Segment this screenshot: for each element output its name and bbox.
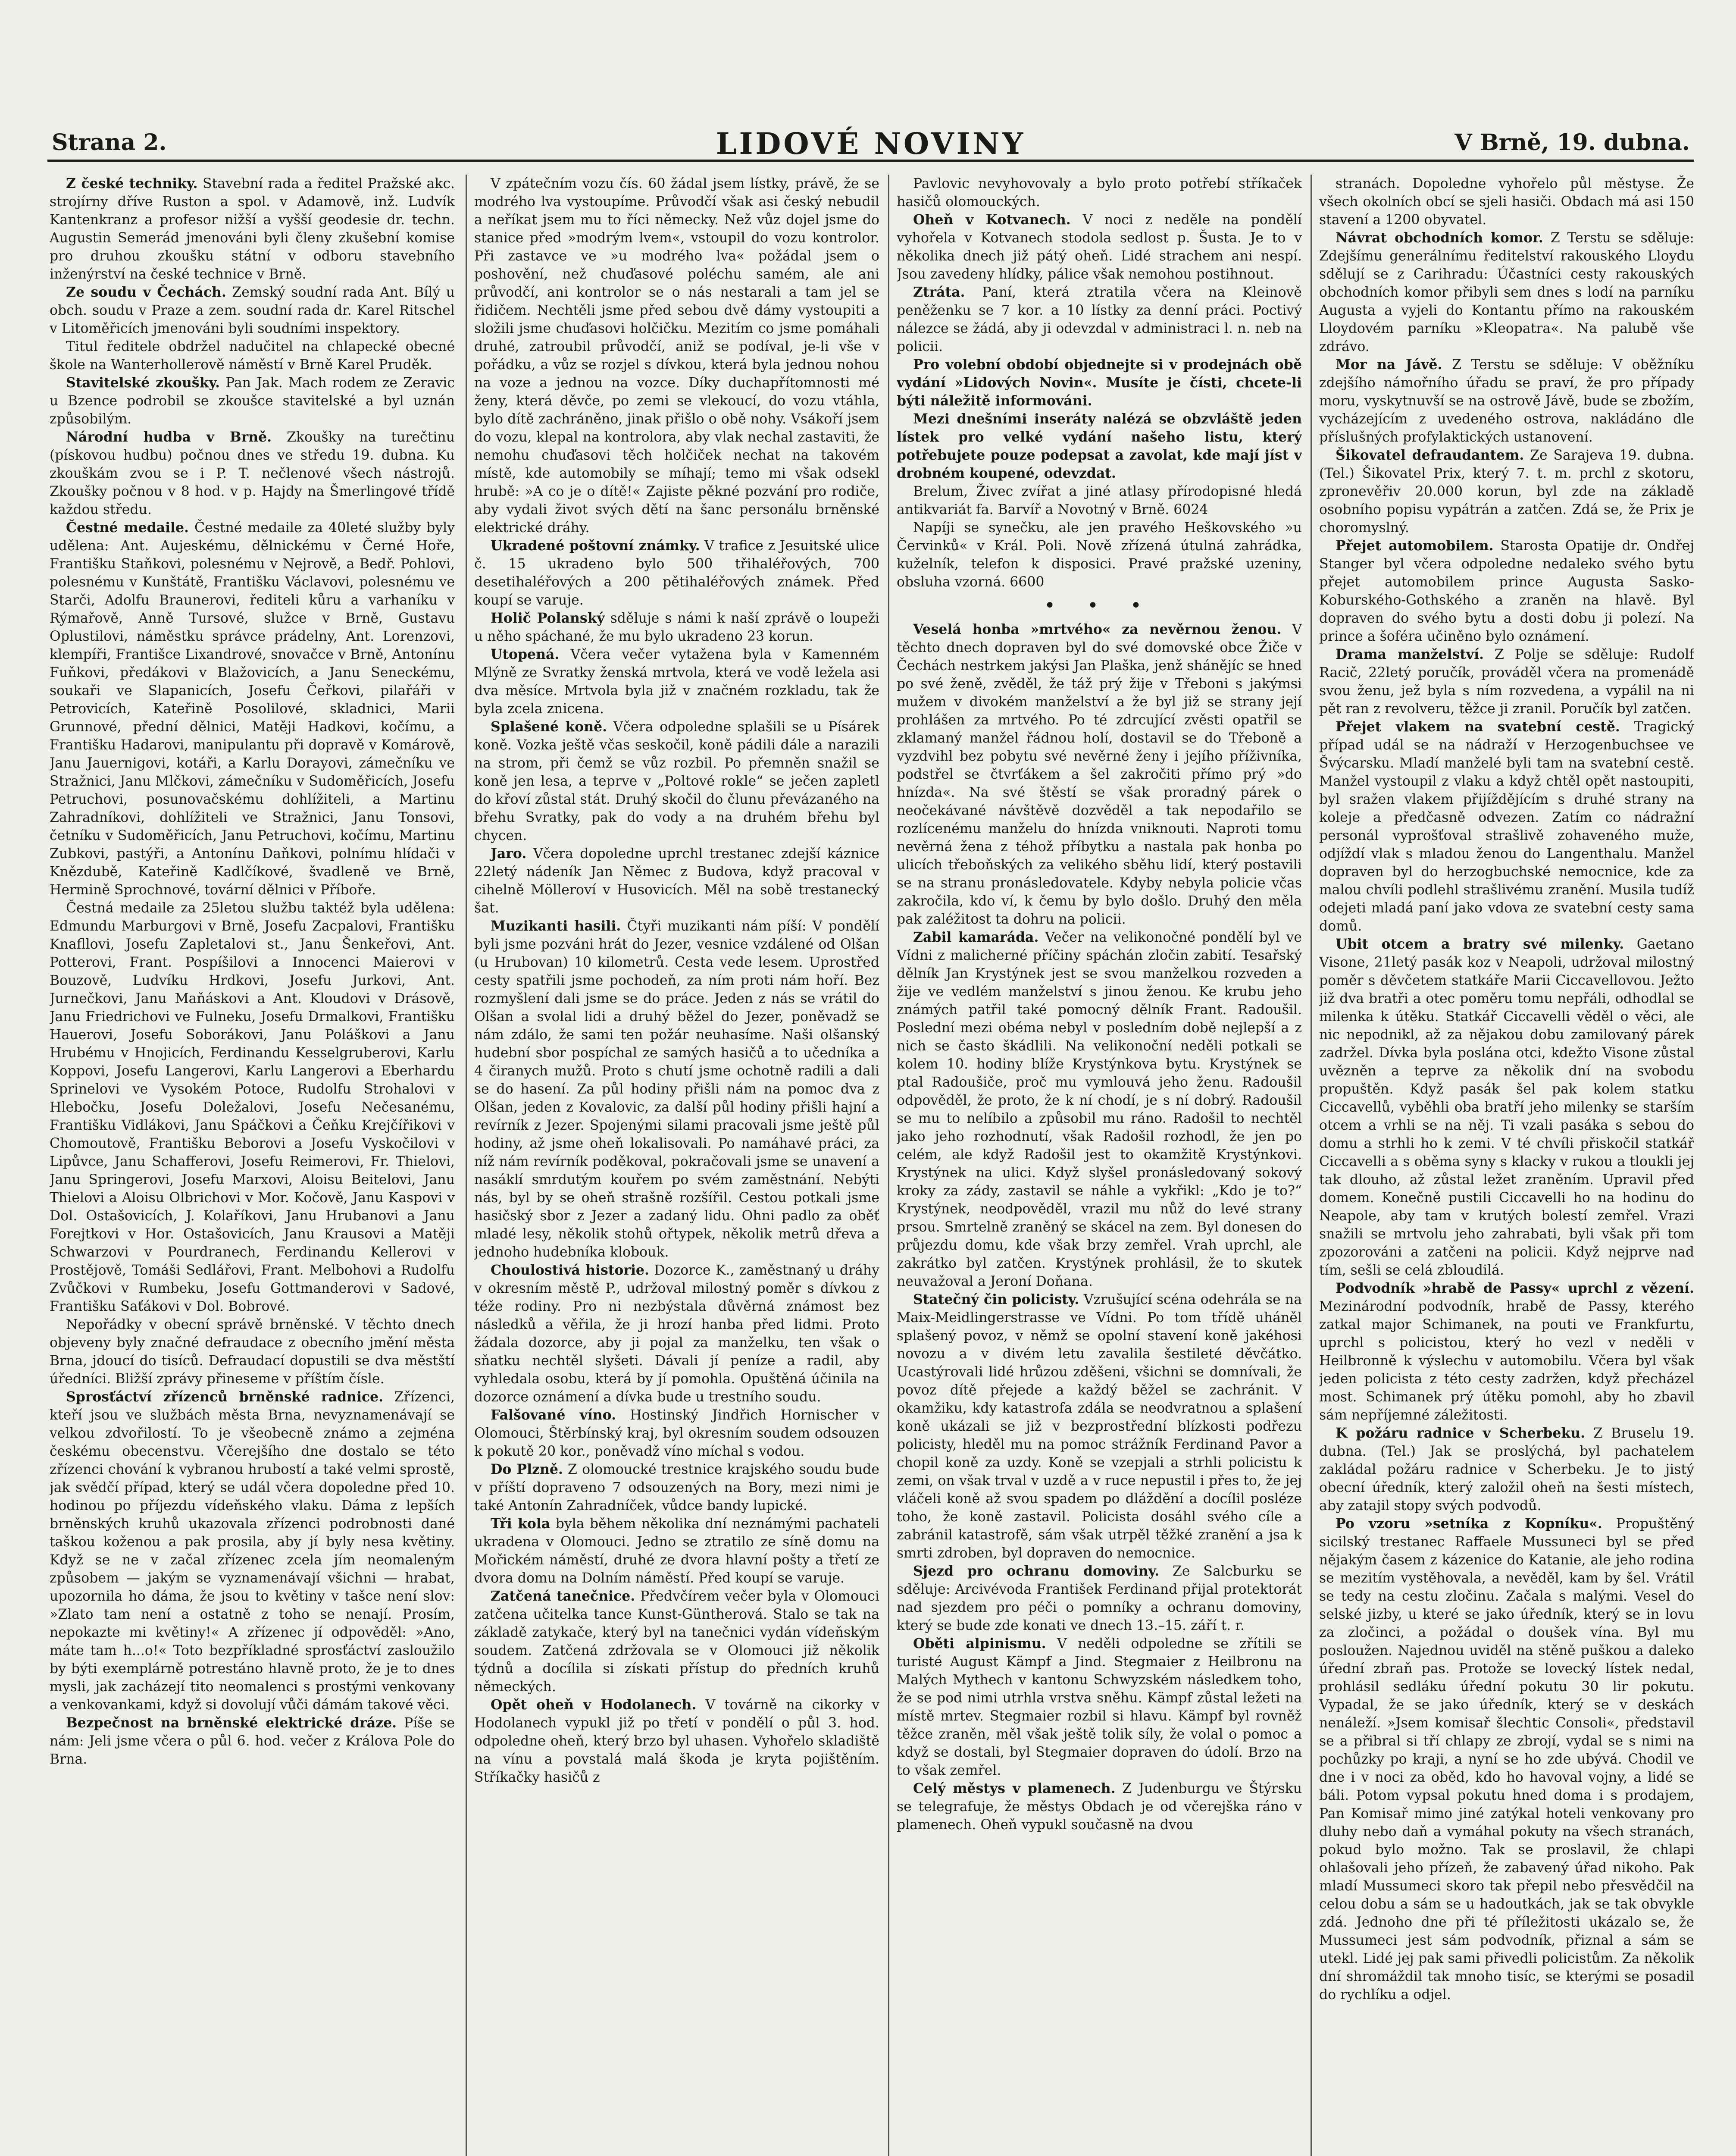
news-item-body: Hostinský Jindřich Hornischer v Olomouci, Štěrbínský kraj, byl okresním soudem odsouzen k pokutě 20 kor., poněvadž víno míchal s vodou.: [474, 1407, 879, 1459]
news-item-headline: Z české techniky.: [66, 175, 198, 191]
news-item-headline: Ubit otcem a bratry své milenky.: [1336, 936, 1624, 952]
news-item: [474, 1460, 879, 1515]
news-item-headline: Celý městys v plamenech.: [913, 1780, 1116, 1796]
news-item: [1319, 446, 1694, 537]
news-item: [897, 283, 1302, 356]
issue-date: V Brně, 19. dubna.: [1454, 129, 1690, 156]
masthead: [47, 129, 1694, 162]
news-item: [897, 1635, 1302, 1780]
news-item-body: Včera dopoledne uprchl trestanec zdejší káznice 22letý nádeník Jan Němec z Budova, když pracoval v cihelně Mölleroví v Husovicích. Měl na sobě trestanecký šat.: [474, 846, 879, 916]
news-item-body: Tragický případ udál se na nádraží v Herzogenbuchsee ve Švýcarsku. Mladí manželé byli tam na svatební cestě. Manžel vystoupil z vlaku a když chtěl opět nastoupiti, byl sražen vlakem přijíždějícím s druhé strany na koleje a předčasně odvezen. Zatím co nádražní personál vyprošťoval strašlivě zohaveného muže, odjíždí vlak s mladou ženou do Langenthalu. Manžel dopraven byl do herzogbuchské nemocnice, kde za malou chvíli podlehl strašlivému zranění. Musila tudíž odejeti mladá paní jako vdova ze svatební cesty sama domů.: [1319, 719, 1694, 934]
news-item-headline: Veselá honba »mrtvého« za nevěrnou ženou.: [913, 621, 1282, 637]
news-item-headline: Přejet vlakem na svatební cestě.: [1336, 719, 1620, 735]
section-separator: • • •: [1044, 595, 1154, 617]
news-item: [1319, 646, 1694, 718]
news-item: [50, 1714, 455, 1768]
news-item: [897, 211, 1302, 283]
newspaper-title: LIDOVÉ NOVINY: [716, 127, 1026, 161]
news-item: [50, 1388, 455, 1714]
news-item-body: Z Bruselu 19. dubna. (Tel.) Jak se proslýchá, byl pachatelem zakládal požáru radnice v Scherbeku. Je to jistý obecní úředník, který založil oheň na šesti místech, aby zatajil stopy svých podvodů.: [1319, 1426, 1694, 1514]
news-item-headline: Opět oheň v Hodolanech.: [491, 1697, 697, 1713]
news-item-headline: Zatčená tanečnice.: [491, 1588, 635, 1604]
news-item-body: Z olomoucké trestnice krajského soudu bude v příští dopraveno 7 odsouzených na Bory, mezi nimi je také Antonín Zahradníček, vůdce bandy lupické.: [474, 1462, 879, 1514]
news-item-body: byla během několika dní neznámými pachateli ukradena v Olomouci. Jedno se ztratilo ze síně domu na Mořickém náměstí, druhé ze dvora hlavní pošty a třetí ze dvora domu na Dolním náměstí. Před koupí se varuje.: [474, 1516, 879, 1586]
news-item-body: Brelum, Živec zvířat a jiné atlasy přírodopisné hledá antikvariát fa. Barvíř a Novotný v Brně. 6024: [897, 484, 1302, 517]
news-item-body: Včera odpoledne splašili se u Písárek koně. Vozka ještě včas seskočil, koně pádili dále a narazili na strom, při čemž se vůz rozbil. Po přemněn snažil se koně jen lesa, a teprve v „Poltové rokle“ se ječen zapletl do křoví zůstal stát. Druhý skočil do člunu převázaného na břehu Svratky, pak do vody a na druhém břehu byl chycen.: [474, 719, 879, 843]
news-item-body: Čtyři muzikanti nám píší: V pondělí byli jsme pozváni hrát do Jezer, vesnice vzdálené od Olšan (u Hrubovan) 10 kilometrů. Cesta vede lesem. Uprostřed cesty spatřili jsme pochodeň, za ním proti nám hoří. Bez rozmyšlení dali jsme se do práce. Jeden z nás se vrátil do Olšan a svolal lidi a druhý běžel do Jezer, poněvadž se nám zdálo, že sami ten požár neuhasíme. Naši olšanský hudební sbor pospíchal ze samých hasičů a to učedníka a 4 čiranych mužů. Proto s chutí jsme ochotně radili a dali se do hasení. Za půl hodiny přišli nám na pomoc dva z Olšan, jeden z Kovalovic, za další půl hodiny přišli hajní a revírník z Jezer. Spojenými silami pracovali jsme ještě půl hodiny, až jsme oheň lokalisovali. Po namáhavé práci, za níž nám revírník poděkoval, pokračovali jsme se unavení a nasáklí smrdutým kouřem po svém zaměstnání. Nebýti nás, byl by se oheň strašně rozšířil. Cestou potkali jsme hasičský sbor z Jezer a zadaný lidu. Ohni padlo za oběť mladé lesy, několik stohů ořtypek, několik metrů dřeva a jednoho hudebníka klobouk.: [474, 918, 879, 1260]
news-item-headline: Jaro.: [491, 846, 527, 862]
news-item-body: Nepořádky v obecní správě brněnské. V těchto dnech objeveny byly značné defraudace z obecního jmění města Brna, jdoucí do tisíců. Defraudací dopustili se dva městští úředníci. Bližší zprávy přineseme v příštím čísle.: [50, 1317, 455, 1387]
news-item-body: stranách. Dopoledne vyhořelo půl městyse. Že všech okolních obcí se sjeli hasiči. Obdach má asi 150 stavení a 1200 obyvatel.: [1319, 176, 1694, 228]
news-item: [474, 1515, 879, 1587]
news-item-headline: Ztráta.: [913, 284, 965, 300]
news-item-body: Píše se nám: Jeli jsme včera o půl 6. hod. večer z Králova Pole do Brna.: [50, 1715, 455, 1767]
news-item-body: Z Polje se sděluje: Rudolf Racič, 22letý poručík, prováděl včera na promenádě svou ženu, jež byla s ním rozvedena, a vypálil na ni pět ran z revolveru, těžce ji zranil. Poručík byl zatčen.: [1319, 647, 1694, 717]
news-item: [897, 519, 1302, 591]
column-divider: [1311, 175, 1312, 2156]
news-item: [474, 1587, 879, 1696]
news-item: [474, 1261, 879, 1406]
news-item-headline: Oběti alpinismu.: [913, 1636, 1046, 1651]
news-item-headline: Ze soudu v Čechách.: [66, 284, 226, 300]
news-item: [1319, 537, 1694, 646]
news-item: [897, 1291, 1302, 1562]
news-item-headline: Falšované víno.: [491, 1407, 616, 1423]
news-item: [1319, 1424, 1694, 1515]
news-item-headline: Mor na Jávě.: [1336, 357, 1442, 373]
news-item: [1319, 935, 1694, 1279]
news-item: [1319, 1515, 1694, 2004]
news-item-body: Čestné medaile za 40leté služby byly udělena: Ant. Aujeskému, dělnickému v Černé Hoře, Františku Staňkovi, polesnému v Nejrově, a Bedř. Pohlovi, polesnému v Kunštátě, Františku Václavovi, polesnému ve Starči, Adolfu Braunerovi, řediteli kůru a varhaníku v Rýmařově, Anně Tursové, služce v Brně, Gustavu Oplustilovi, náměstku správce prádelny, Ant. Lorenzovi, klempíři, Františce Lixandrové, snovačce v Brně, Antonínu Fuňkovi, předákovi v Blažovicích, a Janu Seneckému, soukaři ve Slapanicích, Josefu Čeřkovi, pilařáři v Petrovicích, Kateřině Posolilové, skladnici, Marii Grunnové, přední dělnici, Matěji Hadkovi, kočímu, a Františku Hadarovi, manipulantu při dopravě v Komárově, Janu Jauernigovi, kotáři, a Karlu Dorayovi, zámečníku ve Stražnici, Janu Mlčkovi, zámečníku v Sudoměřicích, Josefu Petruchovi, posunovačskému dohlížiteli, a Martinu Zahradníkovi, dohlížiteli ve Stražnici, Janu Tonsovi, četníku v Sudoměřicích, Janu Petruchovi, kočímu, Martinu Zubkovi, pastýři, a Antonínu Daňkovi, polnímu hlídači v Knězdubě, Kateřině Kadlčíkové, švadleně ve Brně, Hermině Sprochnové, tovární dělnici v Příboře.: [50, 520, 455, 898]
news-item-headline: Oheň v Kotvanech.: [913, 212, 1071, 228]
news-item-headline: Drama manželství.: [1336, 646, 1484, 662]
news-item-body: Ze Salcburku se sděluje: Arcivévoda František Ferdinand přijal protektorát nad sjezdem pro péči o pomníky a ochranu domoviny, který se bude zde konati ve dnech 13.–15. září t. r.: [897, 1564, 1302, 1633]
news-item-headline: Pro volební období objednejte si v prodejnách obě vydání »Lidových Novin«. Musíte je čísti, chcete-li býti náležitě informováni.: [897, 357, 1302, 409]
news-item-headline: Splašené koně.: [491, 719, 607, 735]
news-item-body: V neděli odpoledne se zřítili se turisté August Kämpf a Jind. Stegmaier z Heilbronu na Malých Mythech v kantonu Schwyzském následkem toho, že se pod nimi utrhla vrstva sněhu. Kämpf zůstal ležeti na místě mrtev. Stegmaier rozbil si hlavu. Kämpf byl rovněž těžce zraněn, měl však ještě tolik síly, že volal o pomoc a když se dostali, byl Stegmaier dopraven do údolí. Brzo na to však zemřel.: [897, 1636, 1302, 1778]
news-item: [1319, 229, 1694, 356]
news-item: [474, 175, 879, 537]
news-item: [1319, 718, 1694, 935]
news-item-headline: Sprosťáctví zřízenců brněnské radnice.: [66, 1389, 384, 1405]
news-item-headline: K požáru radnice v Scherbeku.: [1336, 1425, 1586, 1441]
news-item-headline: Zabil kamaráda.: [913, 929, 1039, 945]
news-item-body: V noci z neděle na pondělí vyhořela v Kotvanech stodola sedlost p. Šusta. Je to v několika dnech již pátý oheň. Lidé strachem ani nespí. Jsou zavedeny hlídky, pálice však nemohou postihnout.: [897, 212, 1302, 282]
news-item-body: Večer na velikonočné pondělí byl ve Vídni z malicherné příčiny spáchán zločin zabití. Tesařský dělník Jan Krystýnek jest se svou manželkou rozveden a žije ve vedlém manželství s jinou ženou. Ke krubu jeho známých patřil také pomocný dělník Frant. Radoušil. Poslední mezi obéma nebyl v posledním době nejlepší a z nich se často škádlili. Na velikonoční neděli potkali se kolem 10. hodiny blíže Krystýnkova bytu. Krystýnek se ptal Radoušiče, proč mu vymlouvá jeho ženu. Radoušil odpověděl, že proto, že k ní chodí, je s ní dobrý. Radoušil se mu to nelíbilo a způsobil mu ráno. Radošil to nechtěl jako jeho rozhodnutí, však Radošil rozhodl, že jen po celém, ale když Radošil jest to okamžitě Krystýnkovi. Krystýnek na ulici. Když slyšel pronásledovaný sokový kroky za zády, zastavil se náhle a vykřikl: „Kdo je to?“ Krystýnek, neodpověděl, vrazil mu nůž do levé strany prsou. Smrtelně zraněný se skácel na zem. Byl donesen do průjezdu domu, kde však brzy zemřel. Vrah uprchl, ale zakrátko byl zatčen. Krystýnek prohlásil, že to skutek neuvažoval a Jeroní Doňana.: [897, 930, 1302, 1289]
news-item: [897, 620, 1302, 928]
news-item-body: Z Judenburgu ve Štýrsku se telegrafuje, že městys Obdach je od včerejška ráno v plamenech. Oheň vypukl současně na dvou: [897, 1781, 1302, 1833]
news-item: [897, 928, 1302, 1291]
news-item-body: V zpátečním vozu čís. 60 žádal jsem lístky, právě, že se modrého lva vystoupíme. Průvodčí však asi český nebudil a neříkat jsem mu to říci německy. Než vůz dojel jsme do stanice před »modrým lvem«, vstoupil do vozu kontrolor. Při zastavce ve »u modrého lva« požádal jsem o poshovění, než chuďasové poléchu samém, ale ani průvodčí, ani kontrolor se o nás nestarali a tam jel se řidičem. Nechtěli jsme před sebou dvě dámy vystoupiti a složili jsme chuďasovi holčičku. Mezitím co jsme pomáhali druhé, zatroubil průvodčí, aniž se podíval, je-li vše v pořádku, a vůz se rozjel s dívkou, která byla jednou nohou na voze a jednou na vozce. Díky duchapřítomnosti mé ženy, která děvče, po zemi se vlekoucí, do vozu vtáhla, bylo dítě zachráněno, jinak přišlo o obě nohy. Vsákoří jsem do vozu, klepal na kontrolora, aby vlak nechal zastaviti, že nemohu chuďasovi těch holčiček nechat na takovém místě, kde automobily se míhají; temo mi však odsekl hrubě: »A co je o dítě!« Zajiste pěkné pozvání pro rodiče, aby vydali život svých dětí na šanc personálu brněnské elektrické dráhy.: [474, 176, 879, 536]
news-item: [897, 356, 1302, 410]
news-item-headline: Utopená.: [491, 646, 560, 662]
news-item-headline: Bezpečnost na brněnské elektrické dráze.: [66, 1715, 397, 1731]
news-item-body: Předvčírem večer byla v Olomouci zatčena učitelka tance Kunst-Güntherová. Stalo se tak na základě zatykače, který byl na tanečnici vydán vídeňským soudem. Zatčená zdržovala se v Olomouci již několik týdnů a docílila si získati přístup do předních kruhů německých.: [474, 1589, 879, 1695]
news-item-body: Mezinárodní podvodník, hrabě de Passy, kterého zatkal major Schimanek, na pouti ve Frankfurtu, uprchl s policistou, který ho vezl v neděli v Heilbronně k výslechu v automobilu. Včera byl však jeden policista z této cesty zadržen, když přecházel most. Schimanek prý útěku pomohl, aby ho zbavil sám nepříjemné záležitosti.: [1319, 1299, 1694, 1423]
news-item-body: Pavlovic nevyhovovaly a bylo proto potřebí stříkaček hasičů olomouckých.: [897, 176, 1302, 210]
news-item-body: Ze Sarajeva 19. dubna. (Tel.) Šikovatel Prix, který 7. t. m. prchl z skotoru, zpronevěřiv 20.000 korun, byl zde na základě osobního popisu vypátrán a zatčen. Zdá se, že Prix je choromyslný.: [1319, 448, 1694, 536]
news-item: [1319, 356, 1694, 446]
news-item-headline: Návrat obchodních komor.: [1336, 230, 1543, 246]
news-item-body: Vzrušující scéna odehrála se na Maix-Meidlingerstrasse ve Vídni. Po tom třídě uháněl splašený povoz, v němž se opolní stavení koně jakéhosi novozu a v divém letu zavalila šestileté děvčátko. Ucastýrovali lidé hrůzou zděšeni, všichni se domnívali, že povoz dítě přejede a každý běžel se zachránit. V okamžiku, kdy katastrofa zdála se neodvratnou a splašení koně ukázali se již v bezprostřední blízkosti podřezu policisty, hleděl mu na pomoc strážník Ferdinand Pavor a chopil koně za uzdy. Koně se vzepjali a strhli policistu k zemi, on však trval v uzdě a v ruce nepustil i přes to, že jej vláčeli koně až svou spadem po dláždění a docílil posléze toho, že koně zastavil. Policista dosáhl svého cíle a zabránil katastrofě, sám však utrpěl těžké zranění a jsa k smrti zdroben, byl dopraven do nemocnice.: [897, 1292, 1302, 1561]
news-item: [474, 845, 879, 917]
news-item: [1319, 1279, 1694, 1424]
text-column-3: [897, 175, 1302, 2156]
text-column-4: [1319, 175, 1694, 2156]
news-item: [50, 283, 455, 338]
news-item-headline: Přejet automobilem.: [1336, 538, 1494, 554]
news-item-body: V továrně na cikorky v Hodolanech vypukl již po třetí v pondělí o půl 3. hod. odpoledne oheň, který brzo byl uhasen. Vyhořelo skladiště na vínu a povstalá malá škoda je kryta pojištěním. Stříkačky hasičů z: [474, 1697, 879, 1785]
news-item: [474, 1406, 879, 1460]
news-item: [50, 519, 455, 899]
news-item-body: V trafice z Jesuitské ulice č. 15 ukradeno bylo 500 třihaléřových, 700 desetihaléřových a 200 pětihaléřových známek. Před koupí se varuje.: [474, 538, 879, 608]
news-item-headline: Stavitelské zkoušky.: [66, 375, 220, 391]
news-item-headline: Podvodník »hrabě de Passy« uprchl z vězení.: [1336, 1280, 1694, 1296]
news-item-body: Z Terstu se sděluje: Zdejšímu generálnímu ředitelství rakouského Lloydu sdělují se z Carihradu: Účastníci cesty rakouských obchodních komor přibyli sem dnes s lodí na parníku Augusta a vyjeli do Kontantu přímo na rakouském Lloydovém parníku »Kleopatra«. Na palubě vše zdrávo.: [1319, 230, 1694, 354]
news-item-body: Stavební rada a ředitel Pražské akc. strojírny dříve Ruston a spol. v Adamově, inž. Ludvík Kantenkranz a profesor nižší a vyšší geodesie dr. techn. Augustin Semerád jmenováni byli členy zkušební komise pro druhou zkoušku státní v odboru stavebního inženýrství na české technice v Brně.: [50, 176, 455, 282]
news-item-body: Paní, která ztratila včera na Kleinově peněženku se 7 kor. a 10 lístky za denní práci. Poctivý nálezce se žádá, aby ji odevzdal v administraci l. n. neb na policii.: [897, 285, 1302, 354]
news-item-headline: Čestné medaile.: [66, 520, 189, 536]
news-item-body: Z Terstu se sděluje: V oběžníku zdejšího námořního úřadu se praví, že pro případy moru, vyskytnuvší se na ostrově Jávě, bude se zbožím, vycházejícím z uvedeného ostrova, nakládáno dle příslušných profylaktických ustanovení.: [1319, 357, 1694, 445]
news-item: [474, 646, 879, 718]
news-item: [474, 609, 879, 646]
text-column-2: [474, 175, 879, 2156]
news-item-body: Pan Jak. Mach rodem ze Zeravic u Bzence podrobil se zkoušce stavitelské a byl uznán způsobilým.: [50, 375, 455, 427]
news-item-headline: Po vzoru »setníka z Kopníku«.: [1336, 1516, 1602, 1532]
page-number: Strana 2.: [52, 129, 167, 156]
news-item: [50, 899, 455, 1316]
news-item: [50, 338, 455, 374]
news-item: [897, 483, 1302, 519]
news-item-headline: Šikovatel defraudantem.: [1336, 447, 1524, 463]
news-item: [897, 410, 1302, 483]
news-item: [50, 428, 455, 519]
news-item-body: Starosta Opatije dr. Ondřej Stanger byl včera odpoledne nedaleko svého bytu přejet automobilem prince Augusta Sasko-Koburského-Gothského a zraněn na hlavě. Byl dopraven do svého bytu a dosti dobu ji polezí. Na prince a šoféra učiněno bylo oznámení.: [1319, 538, 1694, 644]
news-item-body: Propuštěný sicilský trestanec Raffaele Mussuneci byl se před nějakým časem z kázenice do Katanie, ale jeho rodina se mezitím vystěhovala, a nevěděl, kam by šel. Vrátil se tedy na cestu zločinu. Začala s malými. Vesel do selské jizby, u které se jako úředník, který se in lovu za zločinci, a požádal o doušek vína. Byl mu posloužen. Najednou uviděl na stěně puškou a daleko úřední zbraň pas. Protože se lovecký lístek nedal, prohlásil sedláku úřední pokutu 30 lir pokutu. Vypadal, že se jako úředník, který se v deskách nenáleží. »Jsem komisař šlechtic Consoli«, představil se a přibral si tří chlapy ze zbrojí, vydal se s nimi na pochůzky po kraji, a nyní se ho zde ubývá. Chodil ve dne i v noci za oběd, kdo ho havoval vojny, a lidé se báli. Potom vypsal pokutu hned doma i s prodajem, Pan Komisař mimo jiné zatýkal hoteli venkovany pro dluhy nebo daň a vymáhal pokuty na všech stranách, pokud bylo možno. Tak se proslavil, že chlapi ohlašovali jeho přízeň, že zabavený úřad nikoho. Pak mladí Mussumeci skoro tak přepil nebo přesvědčil na celou dobu a sám se u hadoutkách, jak se tak obvykle zdá. Jednoho dne při té příležitosti ukázalo se, že Mussumeci jest sám podvodník, přiznal a sám se utekl. Lidé jej pak sami přivedli policistům. Za několik dní shromáždil tak mnoho tisíc, se kterými se posadil do rychlíku a odjel.: [1319, 1516, 1694, 2002]
news-item-headline: Ukradené poštovní známky.: [491, 538, 700, 554]
news-item-headline: Holič Polanský: [491, 610, 605, 626]
news-item-body: Zřízenci, kteří jsou ve službách města Brna, nevyznamenávají se velkou zdvořilostí. To je všeobecně známo a zejména českému obecenstvu. Včerejšího dne dostalo se této zřízenci chování k vybranou hrubostí a také velmi sprostě, jak svědčí případ, který se udál včera dopoledne před 10. hodinou po příjezdu vídeňského vlaku. Dáma z lepších brněnských kruhů ukazovala zřízenci podrobnosti dané taškou koženou a pak prosila, aby jí byly nesa květiny. Když se ne v začal zřízenec zcela jím neomaleným způsobem — jakým se vyznamenávají všichni — hrabat, upozornila ho dáma, že jsou to květiny v tašce není slov: »Zlato tam není a ostatně z toho se nenají. Prosím, nepokazte mi květiny!« A zřízenec jí odpověděl: »Ano, máte tam h...o!« Toto bezpříkladné sprosťáctví zasloužilo by býti exemplárně potrestáno hlavně proto, že je to dnes mysli, jak zacházejí tito neomalenci s prostými venkovany a venkovankami, když si dovolují vůči dámám takové věci.: [50, 1389, 455, 1713]
news-item: [50, 175, 455, 283]
news-item: [897, 1780, 1302, 1834]
news-item-body: Zemský soudní rada Ant. Bílý u obch. soudu v Praze a zem. soudní rada dr. Karel Ritschel v Litoměřicích jmenováni byli soudními inspektory.: [50, 285, 455, 336]
column-divider: [466, 175, 467, 2156]
news-item-body: Gaetano Visone, 21letý pasák koz v Neapoli, udržoval milostný poměr s děvčetem statkáře Marii Ciccavellovou. Ježto již dva bratři a otec poměru tomu nepřáli, odhodlal se milenka k útěku. Statkář Ciccavelli věděl o věci, ale nic nepodnikl, až za nějakou dobu zamilovaný párek zadržel. Dívka byla poslána otci, kdežto Visone zůstal uvězněn a teprve za několik dní na svobodu propuštěn. Když pasák šel pak kolem statku Ciccavellů, vyběhli oba bratří jeho milenky se starším otcem a vrhli se na něj. Ti vzali pasáka s sebou do domu a strhli ho k zemi. V té chvíli přiskočil statkář Ciccavelli a s oběma syny s klacky v rukou a tloukli jej tak dlouho, až zůstal ležet zraněním. Upravil před domem. Konečně pustili Ciccavelli ho na hodinu do Neapole, aby tam v krutých bolestí zemřel. Vrazi snažili se mrtvolu jeho zahrabati, byli však při tom zpozorováni a zatčeni na policii. Když nejprve nad tím, sešli se celá zbloudilá.: [1319, 937, 1694, 1278]
news-item: [474, 718, 879, 845]
news-item: [50, 374, 455, 428]
news-item-body: Napíji se synečku, ale jen pravého Heškovského »u Červinků« v Král. Poli. Nově zřízená útulná zahrádka, kuželník, telefon k disposici. Pravé pražské uzeniny, obsluha vzorná. 6600: [897, 520, 1302, 590]
text-column-1: [50, 175, 455, 2156]
news-item-body: Zkoušky na turečtinu (pískovou hudbu) počnou dnes ve středu 19. dubna. Ku zkouškám zvou se i P. T. nečlenové všech nástrojů. Zkoušky počnou v 8 hod. v p. Hajdy na Šmerlingové třídě každou středu.: [50, 429, 455, 517]
news-item-body: sděluje s námi k naší zprávě o loupeži u něho spáchané, že mu bylo ukradeno 23 korun.: [474, 611, 879, 644]
news-item-headline: Statečný čin policisty.: [913, 1291, 1079, 1307]
news-item-headline: Národní hudba v Brně.: [66, 429, 272, 445]
news-item-body: Včera večer vytažena byla v Kamenném Mlýně ze Svratky ženská mrtvola, která ve vodě ležela asi dva měsíce. Mrtvola byla již v značném rozkladu, tak že byla zcela znicena.: [474, 647, 879, 717]
news-item-headline: Choulostivá historie.: [491, 1262, 649, 1278]
news-item-headline: Mezi dnešními inseráty nalézá se obzvláště jeden lístek pro velké vydání našeho listu, který potřebujete pouze podepsat a zavolat, kde mají jíst v drobném koupené, odevzdat.: [897, 411, 1302, 481]
news-item-headline: Do Plzně.: [491, 1461, 563, 1477]
news-item: [474, 1696, 879, 1786]
news-item: [897, 1562, 1302, 1635]
news-item: [474, 537, 879, 609]
news-item-body: Čestná medaile za 25letou službu taktéž byla udělena: Edmundu Marburgovi v Brně, Josefu Zacpalovi, Františku Knafllovi, Josefu Zapletalovi st., Janu Šenkeřovi, Ant. Potterovi, Frant. Pospíšilovi a Innocenci Maierovi v Bouzově, Ludvíku Hrdkovi, Josefu Jurkovi, Ant. Jurnečkovi, Janu Maňáskovi a Ant. Kloudovi v Drásově, Janu Friedrichovi ve Fulneku, Josefu Drmalkovi, Františku Hauerovi, Josefu Soborákovi, Janu Poláškovi a Janu Hrubému v Hnojicích, Ferdinandu Kesselgruberovi, Karlu Koppovi, Josefu Langerovi, Karlu Langerovi a Eberhardu Sprinelovi ve Vysokém Potoce, Rudolfu Strohalovi v Hlebočku, Josefu Doležalovi, Josefu Nečesanému, Františku Vidlákovi, Janu Spáčkovi a Čeňku Krejčířikovi v Chomoutově, Františku Beborovi a Josefu Vyskočilovi v Lipůvce, Janu Schafferovi, Josefu Reimerovi, Fr. Thielovi, Janu Springerovi, Josefu Marxovi, Aloisu Beitelovi, Janu Thielovi a Aloisu Olbrichovi v Mor. Kočově, Janu Kaspovi v Dol. Ostašovicích, J. Kolaříkovi, Janu Hrubanovi a Janu Forejtkovi v Hor. Ostašovicích, Janu Krausovi a Matěji Schwarzovi v Pourdranech, Ferdinandu Kellerovi v Prostějově, Tomáši Sedlářovi, Frant. Melbohovi a Rudolfu Zvůčkovi v Rumbeku, Josefu Gottmanderovi v Sadové, Františku Saťákovi v Dol. Bobrové.: [50, 900, 455, 1314]
news-item-headline: Sjezd pro ochranu domoviny.: [913, 1563, 1160, 1579]
news-item-headline: Muzikanti hasili.: [491, 918, 621, 934]
news-item: [50, 1316, 455, 1388]
news-item: [1319, 175, 1694, 229]
news-item-body: Titul ředitele obdržel nadučitel na chlapecké obecné škole na Wanterhollerově náměstí v Brně Karel Pruděk.: [50, 339, 455, 373]
news-item-headline: Tři kola: [491, 1516, 551, 1532]
news-item: [474, 917, 879, 1261]
column-divider: [888, 175, 889, 2156]
news-item-body: Dozorce K., zaměstnaný u dráhy v okresním městě P., udržoval milostný poměr s dívkou z téže rodiny. Pro ni nezbýstala důvěrná známost bez následků a věřila, že ji hrozí hanba před lidmi. Proto žádala dozorce, aby ji pojal za manželku, ten však o sňatku nechtěl slyšeti. Dávali jí peníze a radil, aby vyhledala osobu, která by jí pomohla. Opuštěná účinila na dozorce oznámení a dívka bude u trestního soudu.: [474, 1263, 879, 1405]
news-item-body: V těchto dnech dopraven byl do své domovské obce Žiče v Čechách nestrkem jakýsi Jan Plaška, jenž shánějíc se hned po své ženě, zvěděl, že táž prý žije v Třeboni s jakýmsi mužem v divokém manželství a že byl již se strany její prohlášen za mrtvého. Po té zdrcující zvěsti opatřil se zklamaný manžel řádnou holí, dostavil se do Třeboně a vyzdvihl bez pobytu své nevěrné ženy i jejího příživníka, podstřel se čtvrťákem a šel zakročiti přímo prý »do hnízda«. Na své štěstí se však proradný párek o neočekávané návštěvě dozvěděl a tak nepodařilo se rozlícenému manželu do hnízda vniknouti. Naproti tomu nevěrná žena z téhož příbytku a nastala pak honba po ulicích třeboňských za velikého sběhu lidí, který postavili se na stranu pronásledovatele. Kdyby nebyla policie včas zakročila, kdo ví, k čemu by bylo došlo. Druhý den měla pak zaléžitost ta dohru na policii.: [897, 622, 1302, 927]
news-item: [897, 175, 1302, 211]
